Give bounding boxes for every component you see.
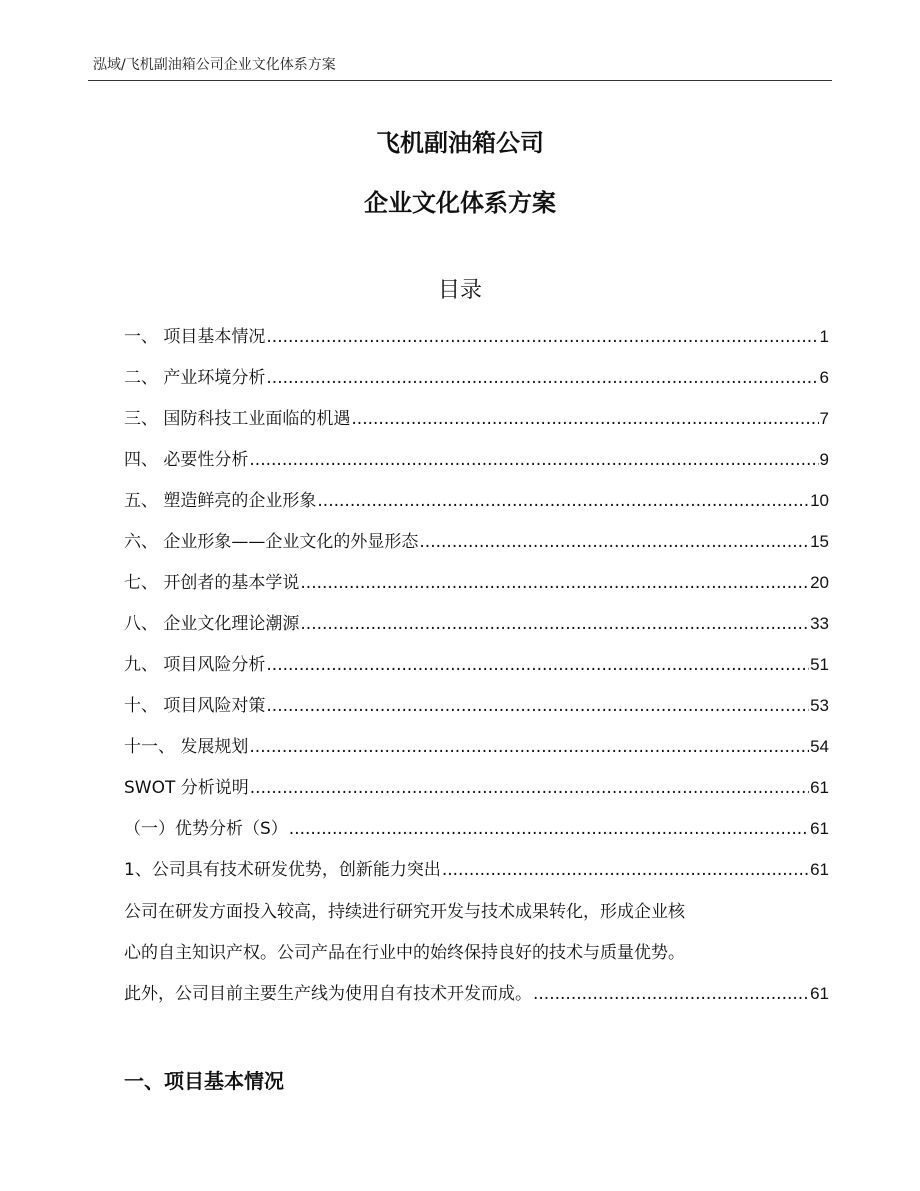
toc-entry-page: 1 <box>819 327 829 346</box>
toc-entry-label: 九、 项目风险分析 <box>124 655 266 675</box>
toc-entry[interactable] <box>124 980 829 1008</box>
toc-entry[interactable] <box>124 364 829 392</box>
toc-entry-label: （一）优势分析（S） <box>124 819 288 839</box>
document-title: 飞机副油箱公司 <box>376 129 544 157</box>
toc-leader-dots <box>266 364 818 392</box>
toc-entry[interactable] <box>124 651 829 679</box>
toc-entry-label: 十一、 发展规划 <box>124 737 249 757</box>
toc-leader-dots <box>533 980 809 1008</box>
toc-paragraph-line: 公司在研发方面投入较高，持续进行研究开发与技术成果转化，形成企业核 <box>124 902 685 922</box>
toc-entry-label: 三、 国防科技工业面临的机遇 <box>124 409 351 429</box>
toc-entry[interactable] <box>124 405 829 433</box>
toc-entry[interactable] <box>124 815 829 843</box>
toc-entry-page: 53 <box>810 696 829 715</box>
toc-entry[interactable] <box>124 323 829 351</box>
toc-entry-page: 9 <box>819 450 829 469</box>
toc-entry-label: 八、 企业文化理论潮源 <box>124 614 300 634</box>
toc-entry-page: 6 <box>819 368 829 387</box>
running-header: 泓域/飞机副油箱公司企业文化体系方案 <box>93 57 336 73</box>
toc-leader-dots <box>266 651 809 679</box>
toc-entry-page: 7 <box>819 409 829 428</box>
toc-entry[interactable] <box>124 610 829 638</box>
toc-entry-page: 54 <box>810 737 829 756</box>
document-subtitle: 企业文化体系方案 <box>364 189 556 217</box>
toc-entry[interactable] <box>124 528 829 556</box>
toc-entry-label: 五、 塑造鲜亮的企业形象 <box>124 491 317 511</box>
toc-leader-dots <box>317 487 809 515</box>
toc-leader-dots <box>351 405 818 433</box>
toc-entry-label: 二、 产业环境分析 <box>124 368 266 388</box>
toc-paragraph-line: 心的自主知识产权。公司产品在行业中的始终保持良好的技术与质量优势。 <box>124 943 685 963</box>
toc-leader-dots <box>249 733 809 761</box>
toc-entry-page: 61 <box>810 984 829 1003</box>
toc-entry[interactable] <box>124 692 829 720</box>
toc-entry-page: 51 <box>810 655 829 674</box>
toc-leader-dots <box>419 528 809 556</box>
toc-entry-page: 15 <box>810 532 829 551</box>
toc-leader-dots <box>250 774 809 802</box>
toc-entry-page: 33 <box>810 614 829 633</box>
toc-entry-page: 20 <box>810 573 829 592</box>
toc-leader-dots <box>266 692 809 720</box>
toc-entry[interactable] <box>124 446 829 474</box>
toc-leader-dots <box>300 610 809 638</box>
toc-entry-page: 61 <box>810 778 829 797</box>
toc-entry-label: 七、 开创者的基本学说 <box>124 573 300 593</box>
toc-entry-label: 六、 企业形象——企业文化的外显形态 <box>124 532 419 552</box>
toc-leader-dots <box>442 856 809 884</box>
header-rule <box>88 80 832 81</box>
toc-entry[interactable] <box>124 487 829 515</box>
toc-entry-page: 61 <box>810 819 829 838</box>
toc-leader-dots <box>289 815 809 843</box>
toc-entry[interactable] <box>124 569 829 597</box>
toc-entry[interactable] <box>124 733 829 761</box>
toc-heading: 目录 <box>437 278 482 303</box>
toc-entry-page: 10 <box>810 491 829 510</box>
toc-entry-label: 1、公司具有技术研发优势，创新能力突出 <box>124 860 441 880</box>
toc-entry[interactable] <box>124 856 829 884</box>
toc-leader-dots <box>266 323 818 351</box>
toc-entry-label: 此外，公司目前主要生产线为使用自有技术开发而成。 <box>124 984 532 1004</box>
toc-entry-label: 四、 必要性分析 <box>124 450 249 470</box>
toc-entry-label: 十、 项目风险对策 <box>124 696 266 716</box>
toc-leader-dots <box>300 569 809 597</box>
toc-entry-label: 一、 项目基本情况 <box>124 327 266 347</box>
toc-entry-label: SWOT 分析说明 <box>124 778 249 798</box>
toc-leader-dots <box>249 446 818 474</box>
section-heading: 一、项目基本情况 <box>124 1069 284 1093</box>
toc-entry[interactable] <box>124 774 829 802</box>
toc-entry-page: 61 <box>810 860 829 879</box>
